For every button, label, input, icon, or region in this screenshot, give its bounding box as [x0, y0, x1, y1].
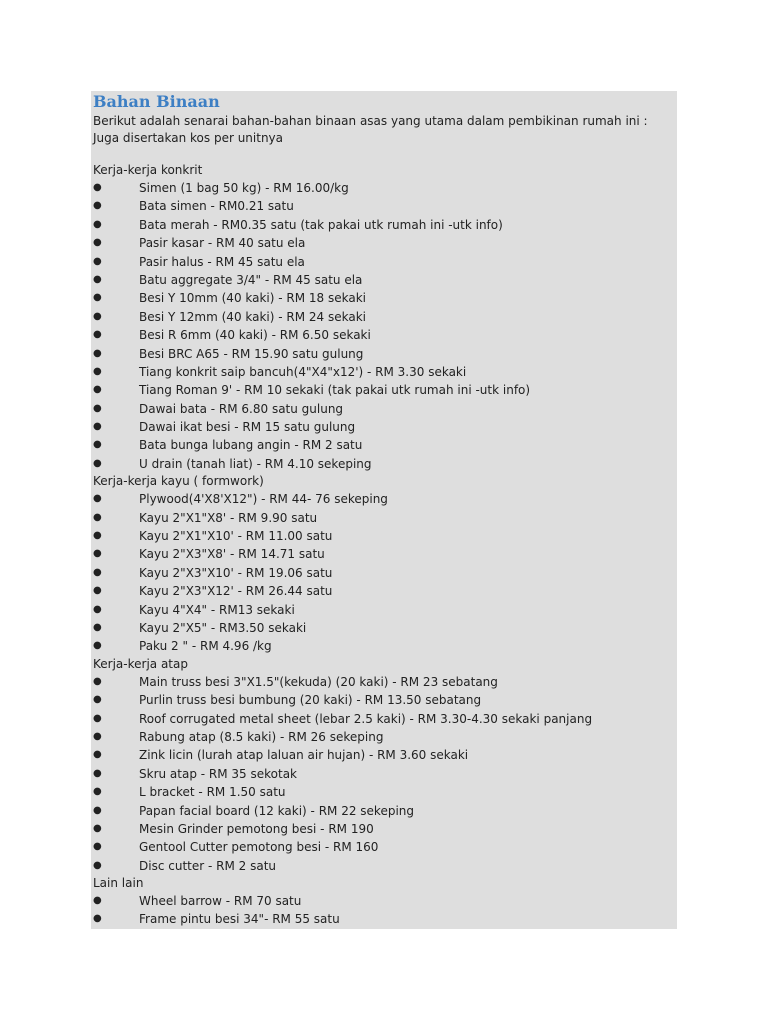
spacer: [93, 147, 677, 162]
list-item: [93, 728, 677, 746]
list-item: [93, 179, 677, 197]
list-item: [93, 253, 677, 271]
section-heading: Kerja-kerja kayu ( formwork): [93, 474, 264, 489]
list-item-text: Frame pintu besi 34"- RM 55 satu: [139, 912, 340, 927]
list-item: [93, 381, 677, 399]
list-item: [93, 436, 677, 454]
section-heading: Lain lain: [93, 876, 144, 891]
list-item: [93, 271, 677, 289]
bullet-icon: ●: [93, 749, 102, 761]
material-list: [93, 892, 677, 929]
list-item-text: Zink licin (lurah atap laluan air hujan) - RM 3.60 sekaki: [139, 748, 469, 763]
bullet-icon: ●: [93, 566, 102, 578]
bullet-icon: ●: [93, 730, 102, 742]
bullet-icon: ●: [93, 804, 102, 816]
list-item: [93, 637, 677, 655]
bullet-icon: ●: [93, 292, 102, 304]
list-item: [93, 509, 677, 527]
list-item-text: Kayu 2"X3"X10' - RM 19.06 satu: [139, 565, 333, 580]
list-item: [93, 838, 677, 856]
material-list: [93, 490, 677, 656]
bullet-icon: ●: [93, 421, 102, 433]
list-item-text: Kayu 4"X4" - RM13 sekaki: [139, 602, 295, 617]
list-item-text: Dawai ikat besi - RM 15 satu gulung: [139, 420, 356, 435]
list-item: [93, 216, 677, 234]
list-item: [93, 197, 677, 215]
list-item-text: Kayu 2"X1"X8' - RM 9.90 satu: [139, 510, 318, 525]
bullet-icon: ●: [93, 530, 102, 542]
list-item: [93, 746, 677, 764]
list-item: [93, 619, 677, 637]
material-sections: [93, 162, 677, 929]
page-title: Bahan Binaan: [93, 92, 220, 111]
list-item: [93, 345, 677, 363]
list-item-text: Purlin truss besi bumbung (20 kaki) - RM 13.50 sebatang: [139, 693, 482, 708]
list-item-text: Main truss besi 3"X1.5"(kekuda) (20 kaki) - RM 23 sebatang: [139, 674, 498, 689]
list-item-text: Batu aggregate 3/4" - RM 45 satu ela: [139, 272, 363, 287]
list-item: [93, 308, 677, 326]
list-item: [93, 564, 677, 582]
list-item: [93, 363, 677, 381]
list-item: [93, 673, 677, 691]
list-item: [93, 527, 677, 545]
bullet-icon: ●: [93, 767, 102, 779]
bullet-icon: ●: [93, 365, 102, 377]
list-item-text: Rabung atap (8.5 kaki) - RM 26 sekeping: [139, 729, 384, 744]
list-item: [93, 820, 677, 838]
bullet-icon: ●: [93, 675, 102, 687]
intro-line-2: Juga disertakan kos per unitnya: [93, 131, 284, 145]
list-item: [93, 783, 677, 801]
list-item: [93, 326, 677, 344]
list-item: [93, 765, 677, 783]
list-item-text: Plywood(4'X8'X12") - RM 44- 76 sekeping: [139, 492, 388, 507]
bullet-icon: ●: [93, 913, 102, 925]
bullet-icon: ●: [93, 493, 102, 505]
list-item-text: Besi R 6mm (40 kaki) - RM 6.50 sekaki: [139, 328, 371, 343]
bullet-icon: ●: [93, 218, 102, 230]
list-item: [93, 234, 677, 252]
document-panel: [91, 91, 677, 929]
list-item: [93, 400, 677, 418]
bullet-icon: ●: [93, 255, 102, 267]
bullet-icon: ●: [93, 786, 102, 798]
list-item: [93, 289, 677, 307]
bullet-icon: ●: [93, 822, 102, 834]
list-item-text: Kayu 2"X3"X12' - RM 26.44 satu: [139, 584, 333, 599]
bullet-icon: ●: [93, 457, 102, 469]
bullet-icon: ●: [93, 585, 102, 597]
list-item-text: Simen (1 bag 50 kg) - RM 16.00/kg: [139, 181, 349, 195]
bullet-icon: ●: [93, 712, 102, 724]
material-list: [93, 179, 677, 473]
bullet-icon: ●: [93, 694, 102, 706]
list-item-text: Besi Y 12mm (40 kaki) - RM 24 sekaki: [139, 309, 367, 324]
bullet-icon: ●: [93, 511, 102, 523]
bullet-icon: ●: [93, 310, 102, 322]
list-item-text: Bata bunga lubang angin - RM 2 satu: [139, 438, 363, 453]
bullet-icon: ●: [93, 329, 102, 341]
list-item: [93, 582, 677, 600]
list-item-text: U drain (tanah liat) - RM 4.10 sekeping: [139, 456, 372, 471]
list-item: [93, 710, 677, 728]
material-list: [93, 673, 677, 875]
list-item-text: Bata merah - RM0.35 satu (tak pakai utk rumah ini -utk info): [139, 217, 503, 232]
bullet-icon: ●: [93, 402, 102, 414]
bullet-icon: ●: [93, 548, 102, 560]
bullet-icon: ●: [93, 640, 102, 652]
bullet-icon: ●: [93, 439, 102, 451]
list-item-text: L bracket - RM 1.50 satu: [139, 785, 286, 800]
intro-line-1: Berikut adalah senarai bahan-bahan binaan asas yang utama dalam pembikinan rumah ini :: [93, 114, 648, 128]
list-item: [93, 910, 677, 928]
list-item: [93, 802, 677, 820]
list-item-text: Besi BRC A65 - RM 15.90 satu gulung: [139, 346, 364, 361]
list-item-text: Papan facial board (12 kaki) - RM 22 sekeping: [139, 803, 415, 818]
list-item-text: Gentool Cutter pemotong besi - RM 160: [139, 840, 379, 855]
list-item-text: Besi Y 10mm (40 kaki) - RM 18 sekaki: [139, 291, 367, 306]
list-item: [93, 490, 677, 508]
list-item-text: Skru atap - RM 35 sekotak: [139, 766, 298, 781]
bullet-icon: ●: [93, 603, 102, 615]
bullet-icon: ●: [93, 895, 102, 907]
bullet-icon: ●: [93, 273, 102, 285]
list-item: [93, 455, 677, 473]
list-item: [93, 418, 677, 436]
list-item-text: Kayu 2"X5" - RM3.50 sekaki: [139, 620, 307, 635]
list-item-text: Tiang Roman 9' - RM 10 sekaki (tak pakai utk rumah ini -utk info): [139, 383, 531, 398]
section-heading: Kerja-kerja konkrit: [93, 163, 203, 177]
list-item-text: Wheel barrow - RM 70 satu: [139, 894, 302, 909]
bullet-icon: ●: [93, 237, 102, 249]
list-item-text: Pasir kasar - RM 40 satu ela: [139, 236, 306, 251]
bullet-icon: ●: [93, 384, 102, 396]
list-item-text: Disc cutter - RM 2 satu: [139, 858, 276, 873]
bullet-icon: ●: [93, 621, 102, 633]
list-item-text: Dawai bata - RM 6.80 satu gulung: [139, 401, 344, 416]
list-item: [93, 601, 677, 619]
list-item: [93, 892, 677, 910]
list-item-text: Paku 2 " - RM 4.96 /kg: [139, 639, 272, 654]
bullet-icon: ●: [93, 859, 102, 871]
list-item-text: Roof corrugated metal sheet (lebar 2.5 kaki) - RM 3.30-4.30 sekaki panjang: [139, 711, 593, 726]
list-item-text: Kayu 2"X1"X10' - RM 11.00 satu: [139, 529, 333, 544]
list-item-text: Bata simen - RM0.21 satu: [139, 199, 294, 214]
list-item: [93, 857, 677, 875]
list-item: [93, 545, 677, 563]
bullet-icon: ●: [93, 347, 102, 359]
list-item-text: Kayu 2"X3"X8' - RM 14.71 satu: [139, 547, 325, 562]
bullet-icon: ●: [93, 182, 102, 193]
list-item-text: Mesin Grinder pemotong besi - RM 190: [139, 821, 374, 836]
list-item-text: Pasir halus - RM 45 satu ela: [139, 254, 305, 269]
list-item: [93, 691, 677, 709]
section-heading: Kerja-kerja atap: [93, 656, 188, 671]
bullet-icon: ●: [93, 200, 102, 212]
list-item-text: Tiang konkrit saip bancuh(4"X4"x12') - RM 3.30 sekaki: [139, 364, 467, 379]
bullet-icon: ●: [93, 841, 102, 853]
